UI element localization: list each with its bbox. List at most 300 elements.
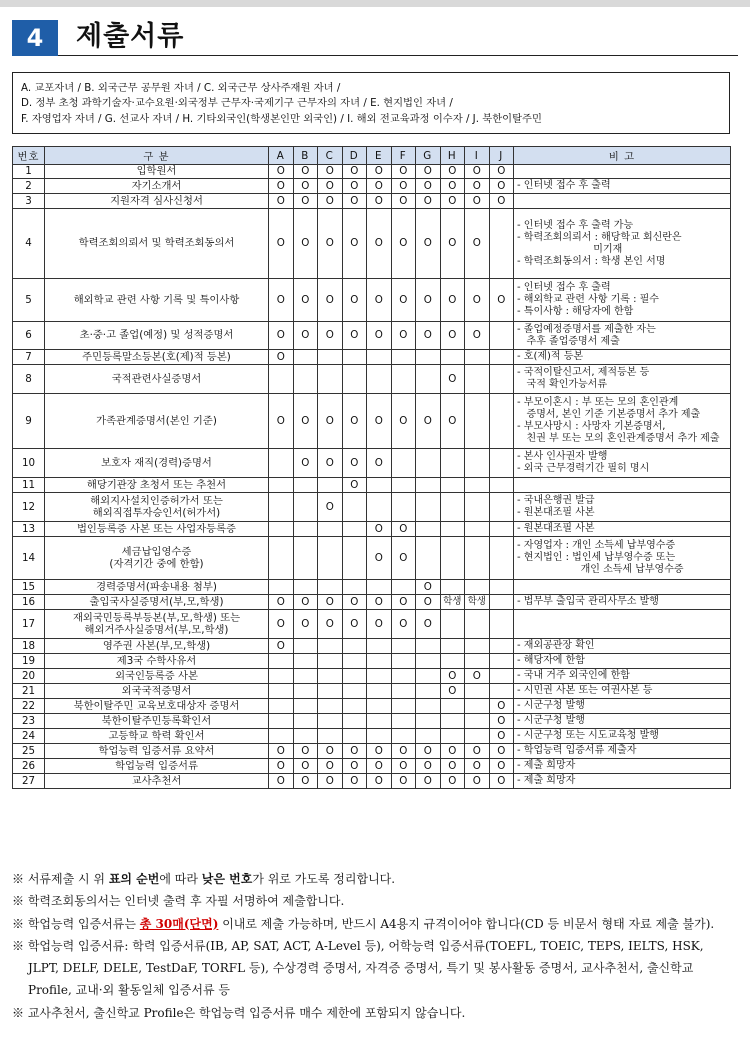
row-remark	[514, 478, 731, 493]
applicability-mark: O	[367, 394, 392, 449]
document-name: 국적관련사실증명서	[45, 365, 269, 394]
applicability-mark: O	[391, 279, 416, 322]
applicability-mark: O	[318, 322, 343, 350]
applicability-mark: O	[440, 759, 465, 774]
applicability-mark: O	[440, 365, 465, 394]
table-row	[13, 669, 731, 684]
note-exclusions: ※ 교사추천서, 출신학교 Profile은 학업능력 입증서류 매수 제한에 포함되지 않습니다.	[12, 1005, 466, 1020]
row-number: 7	[13, 350, 45, 365]
applicability-mark	[489, 322, 514, 350]
applicability-mark	[318, 669, 343, 684]
applicability-mark	[489, 654, 514, 669]
applicability-mark: O	[318, 449, 343, 478]
row-remark: - 국적이탈신고서, 제적등본 등 국적 확인가능서류	[514, 365, 731, 394]
document-name: 경력증명서(파송내용 첨부)	[45, 580, 269, 595]
column-header: E	[367, 147, 392, 165]
applicability-mark: O	[342, 194, 367, 209]
applicability-mark: O	[465, 774, 490, 789]
applicability-mark	[440, 729, 465, 744]
applicability-mark	[465, 714, 490, 729]
document-name: 보호자 재직(경력)증명서	[45, 449, 269, 478]
row-remark: - 해당자에 한함	[514, 654, 731, 669]
applicability-mark: O	[318, 279, 343, 322]
row-number: 13	[13, 522, 45, 537]
applicability-mark: O	[465, 279, 490, 322]
applicability-mark: O	[416, 744, 441, 759]
applicability-mark	[269, 537, 294, 580]
table-row	[13, 350, 731, 365]
document-name: 해외지사설치인증허가서 또는 해외직접투자승인서(허가서)	[45, 493, 269, 522]
applicability-mark: O	[293, 394, 318, 449]
applicability-mark	[465, 580, 490, 595]
applicability-mark	[391, 639, 416, 654]
table-row	[13, 729, 731, 744]
applicability-mark: O	[416, 209, 441, 279]
applicability-mark	[342, 580, 367, 595]
row-remark: - 제출 희망자	[514, 759, 731, 774]
document-name: 학업능력 입증서류 요약서	[45, 744, 269, 759]
document-name: 주민등록말소등본(호(제)적 등본)	[45, 350, 269, 365]
applicability-mark: O	[465, 759, 490, 774]
applicability-mark	[342, 684, 367, 699]
applicability-mark: O	[391, 322, 416, 350]
applicability-mark	[489, 580, 514, 595]
applicability-mark	[342, 639, 367, 654]
applicability-mark: O	[367, 610, 392, 639]
table-row	[13, 610, 731, 639]
applicability-mark	[465, 610, 490, 639]
applicability-mark	[391, 654, 416, 669]
document-name: 세금납입영수증 (자격기간 중에 한함)	[45, 537, 269, 580]
row-remark: - 학업능력 입증서류 제출자	[514, 744, 731, 759]
row-number: 8	[13, 365, 45, 394]
applicability-mark	[416, 654, 441, 669]
applicability-mark: O	[440, 684, 465, 699]
applicability-mark	[269, 729, 294, 744]
applicability-mark	[440, 350, 465, 365]
applicability-mark	[440, 714, 465, 729]
applicability-mark	[416, 537, 441, 580]
row-remark	[514, 580, 731, 595]
applicability-mark: O	[416, 179, 441, 194]
applicability-mark: O	[293, 194, 318, 209]
applicability-mark: O	[367, 165, 392, 179]
row-number: 21	[13, 684, 45, 699]
section-number: 4	[12, 20, 58, 56]
legend-line: A. 교포자녀 / B. 외국근무 공무원 자녀 / C. 외국근무 상사주재원 자녀 /	[21, 82, 341, 94]
document-name: 지원자격 심사신청서	[45, 194, 269, 209]
row-number: 24	[13, 729, 45, 744]
applicability-mark: O	[489, 279, 514, 322]
applicability-mark	[342, 493, 367, 522]
applicability-mark	[318, 654, 343, 669]
applicability-mark: O	[465, 209, 490, 279]
applicability-mark	[416, 729, 441, 744]
applicability-mark: O	[318, 165, 343, 179]
note-document-types: ※ 학업능력 입증서류: 학력 입증서류(IB, AP, SAT, ACT, A-Level 등), 어학능력 입증서류(TOEFL, TOEIC, TEPS, IELTS, HSK, JLPT, DELF, DELE, TestDaF, TORFL 등), 수상경력 증명서, 자격증 증명서, 특기 및 봉사활동 증명서, 교사추천서, 출신학교 Profile, 교내·외 활동일체 입증서류 등	[12, 938, 704, 998]
applicability-mark: O	[318, 595, 343, 610]
applicability-mark: O	[465, 194, 490, 209]
column-header: D	[342, 147, 367, 165]
applicant-type-legend	[12, 72, 730, 134]
applicability-mark	[489, 394, 514, 449]
applicability-mark	[293, 537, 318, 580]
applicability-mark	[440, 639, 465, 654]
applicability-mark: O	[293, 165, 318, 179]
applicability-mark	[269, 714, 294, 729]
applicability-mark: O	[342, 774, 367, 789]
applicability-mark	[416, 365, 441, 394]
applicability-mark: O	[293, 759, 318, 774]
applicability-mark	[416, 350, 441, 365]
applicability-mark	[367, 365, 392, 394]
applicability-mark	[489, 610, 514, 639]
column-header: I	[465, 147, 490, 165]
applicability-mark	[342, 714, 367, 729]
row-number: 15	[13, 580, 45, 595]
applicability-mark: O	[489, 714, 514, 729]
row-remark: - 부모이혼시 : 부 또는 모의 혼인관계 증명서, 본인 기준 기본증명서 추가 제출 - 부모사망시 : 사망자 기본증명서, 친권 부 또는 모의 혼인관계증명서 추가 제출	[514, 394, 731, 449]
table-row	[13, 595, 731, 610]
row-remark: - 시군구청 발행	[514, 699, 731, 714]
table-body	[13, 165, 731, 789]
applicability-mark	[416, 669, 441, 684]
applicability-mark	[293, 669, 318, 684]
row-number: 20	[13, 669, 45, 684]
column-header: F	[391, 147, 416, 165]
table-row	[13, 684, 731, 699]
applicability-mark	[489, 493, 514, 522]
table-row	[13, 699, 731, 714]
applicability-mark: O	[342, 478, 367, 493]
applicability-mark	[465, 699, 490, 714]
applicability-mark: O	[367, 279, 392, 322]
applicability-mark	[293, 714, 318, 729]
row-number: 10	[13, 449, 45, 478]
applicability-mark	[293, 365, 318, 394]
applicability-mark: O	[391, 179, 416, 194]
applicability-mark	[318, 580, 343, 595]
applicability-mark	[367, 478, 392, 493]
table-row	[13, 279, 731, 322]
applicability-mark: O	[269, 595, 294, 610]
applicability-mark	[293, 478, 318, 493]
applicability-mark: O	[318, 209, 343, 279]
applicability-mark: O	[391, 595, 416, 610]
applicability-mark	[269, 699, 294, 714]
applicability-mark: 학생	[440, 595, 465, 610]
row-number: 5	[13, 279, 45, 322]
applicability-mark	[391, 365, 416, 394]
legend-line: F. 자영업자 자녀 / G. 선교사 자녀 / H. 기타외국인(학생본인만 외국인) / I. 해외 전교육과정 이수자 / J. 북한이탈주민	[21, 112, 542, 125]
applicability-mark	[465, 729, 490, 744]
applicability-mark: O	[318, 194, 343, 209]
applicability-mark	[367, 654, 392, 669]
applicability-mark	[318, 350, 343, 365]
applicability-mark	[367, 684, 392, 699]
document-name: 외국국적증명서	[45, 684, 269, 699]
row-number: 3	[13, 194, 45, 209]
table-row	[13, 165, 731, 179]
applicability-mark	[318, 684, 343, 699]
applicability-mark	[465, 394, 490, 449]
applicability-mark	[416, 478, 441, 493]
row-remark: - 자영업자 : 개인 소득세 납부영수증 - 현지법인 : 법인세 납부영수증 또는 개인 소득세 납부영수증	[514, 537, 731, 580]
applicability-mark	[465, 537, 490, 580]
applicability-mark: O	[342, 165, 367, 179]
row-number: 26	[13, 759, 45, 774]
applicability-mark	[391, 350, 416, 365]
row-remark: - 인터넷 접수 후 출력	[514, 179, 731, 194]
document-name: 교사추천서	[45, 774, 269, 789]
applicability-mark	[416, 449, 441, 478]
applicability-mark	[318, 537, 343, 580]
applicability-mark: O	[293, 279, 318, 322]
applicability-mark: O	[342, 179, 367, 194]
applicability-mark	[489, 639, 514, 654]
row-remark: - 시군구청 발행	[514, 714, 731, 729]
row-remark: - 본사 인사권자 발행 - 외국 근무경력기간 필히 명시	[514, 449, 731, 478]
row-remark: - 재외공관장 확인	[514, 639, 731, 654]
applicability-mark: O	[391, 194, 416, 209]
applicability-mark: O	[391, 774, 416, 789]
applicability-mark	[465, 365, 490, 394]
applicability-mark	[391, 580, 416, 595]
row-remark: - 국내 거주 외국인에 한함	[514, 669, 731, 684]
applicability-mark: O	[391, 744, 416, 759]
applicability-mark	[367, 699, 392, 714]
row-remark	[514, 165, 731, 179]
row-remark: - 시군구청 또는 시도교육청 발행	[514, 729, 731, 744]
applicability-mark	[293, 654, 318, 669]
applicability-mark	[465, 684, 490, 699]
applicability-mark	[391, 493, 416, 522]
table-row	[13, 639, 731, 654]
applicability-mark	[489, 365, 514, 394]
applicability-mark	[465, 449, 490, 478]
applicability-mark	[367, 639, 392, 654]
applicability-mark: O	[342, 449, 367, 478]
applicability-mark	[318, 699, 343, 714]
applicability-mark	[342, 669, 367, 684]
applicability-mark	[342, 365, 367, 394]
applicability-mark	[269, 449, 294, 478]
applicability-mark: O	[269, 279, 294, 322]
applicability-mark	[367, 714, 392, 729]
applicability-mark: O	[269, 350, 294, 365]
table-row	[13, 365, 731, 394]
applicability-mark: O	[342, 595, 367, 610]
applicability-mark: O	[342, 279, 367, 322]
column-header: J	[489, 147, 514, 165]
applicability-mark: O	[269, 394, 294, 449]
applicability-mark: O	[293, 744, 318, 759]
applicability-mark: O	[342, 759, 367, 774]
applicability-mark: O	[367, 759, 392, 774]
applicability-mark	[269, 493, 294, 522]
applicability-mark	[342, 350, 367, 365]
table-row	[13, 493, 731, 522]
applicability-mark	[293, 684, 318, 699]
column-header: 구 분	[45, 147, 269, 165]
applicability-mark: O	[293, 595, 318, 610]
applicability-mark	[391, 699, 416, 714]
applicability-mark	[269, 478, 294, 493]
applicability-mark: O	[367, 774, 392, 789]
row-remark: - 인터넷 접수 후 출력 - 해외학교 관련 사항 기록 : 필수 - 특이사항 : 해당자에 한함	[514, 279, 731, 322]
applicability-mark: O	[318, 610, 343, 639]
table-row	[13, 209, 731, 279]
applicability-mark: O	[269, 759, 294, 774]
applicability-mark: O	[367, 449, 392, 478]
applicability-mark: O	[269, 744, 294, 759]
applicability-mark: O	[293, 610, 318, 639]
applicability-mark	[440, 493, 465, 522]
applicability-mark: 학생	[465, 595, 490, 610]
applicability-mark: O	[367, 194, 392, 209]
applicability-mark	[416, 493, 441, 522]
table-row	[13, 449, 731, 478]
row-number: 12	[13, 493, 45, 522]
applicability-mark: O	[465, 322, 490, 350]
row-number: 4	[13, 209, 45, 279]
applicability-mark: O	[440, 322, 465, 350]
document-name: 법인등록증 사본 또는 사업자등록증	[45, 522, 269, 537]
table-row	[13, 322, 731, 350]
table-row	[13, 179, 731, 194]
table-row	[13, 580, 731, 595]
applicability-mark	[391, 714, 416, 729]
applicability-mark: O	[440, 669, 465, 684]
top-bar	[0, 0, 750, 7]
column-header: G	[416, 147, 441, 165]
applicability-mark: O	[391, 394, 416, 449]
document-name: 영주권 사본(부,모,학생)	[45, 639, 269, 654]
column-header: 비 고	[514, 147, 731, 165]
row-remark: - 원본대조필 사본	[514, 522, 731, 537]
applicability-mark	[440, 699, 465, 714]
applicability-mark	[269, 522, 294, 537]
applicability-mark: O	[465, 669, 490, 684]
notes-section	[12, 868, 738, 1024]
note-page-limit: ※ 학업능력 입증서류는 총 30매(단면) 이내로 제출 가능하며, 반드시 A4용지 규격이어야 합니다(CD 등 비문서 형태 자료 제출 불가).	[12, 916, 715, 931]
applicability-mark: O	[489, 165, 514, 179]
column-header: B	[293, 147, 318, 165]
applicability-mark	[367, 729, 392, 744]
applicability-mark	[440, 522, 465, 537]
applicability-mark	[416, 522, 441, 537]
applicability-mark	[342, 537, 367, 580]
applicability-mark: O	[342, 394, 367, 449]
applicability-mark	[391, 478, 416, 493]
document-name: 외국인등록증 사본	[45, 669, 269, 684]
document-name: 가족관계증명서(본인 기준)	[45, 394, 269, 449]
applicability-mark: O	[440, 209, 465, 279]
row-number: 22	[13, 699, 45, 714]
applicability-mark	[367, 493, 392, 522]
applicability-mark: O	[391, 522, 416, 537]
applicability-mark	[440, 478, 465, 493]
row-remark: - 인터넷 접수 후 출력 가능 - 학력조회의뢰서 : 해당학교 회신란은 미기재 - 학력조회동의서 : 학생 본인 서명	[514, 209, 731, 279]
table-row	[13, 714, 731, 729]
applicability-mark	[293, 729, 318, 744]
table-header-row	[13, 147, 731, 165]
applicability-mark: O	[440, 774, 465, 789]
note-consent: ※ 학력조회동의서는 인터넷 출력 후 자필 서명하여 제출합니다.	[12, 894, 345, 909]
applicability-mark: O	[440, 179, 465, 194]
document-name: 학력조회의뢰서 및 학력조회동의서	[45, 209, 269, 279]
applicability-mark: O	[416, 165, 441, 179]
applicability-mark: O	[391, 537, 416, 580]
document-name: 입학원서	[45, 165, 269, 179]
applicability-mark: O	[293, 449, 318, 478]
applicability-mark: O	[416, 595, 441, 610]
document-name: 학업능력 입증서류	[45, 759, 269, 774]
row-remark: - 졸업예정증명서를 제출한 자는 추후 졸업증명서 제출	[514, 322, 731, 350]
row-remark: - 호(제)적 등본	[514, 350, 731, 365]
applicability-mark: O	[318, 759, 343, 774]
applicability-mark: O	[416, 322, 441, 350]
applicability-mark	[391, 684, 416, 699]
applicability-mark	[465, 654, 490, 669]
applicability-mark	[293, 493, 318, 522]
applicability-mark: O	[342, 209, 367, 279]
applicability-mark: O	[367, 744, 392, 759]
applicability-mark	[293, 639, 318, 654]
applicability-mark: O	[489, 699, 514, 714]
table-row	[13, 522, 731, 537]
applicability-mark	[342, 729, 367, 744]
applicability-mark: O	[489, 194, 514, 209]
document-name: 고등학교 학력 확인서	[45, 729, 269, 744]
applicability-mark: O	[269, 639, 294, 654]
applicability-mark	[318, 714, 343, 729]
applicability-mark	[465, 493, 490, 522]
document-name: 초·중·고 졸업(예정) 및 성적증명서	[45, 322, 269, 350]
applicability-mark: O	[342, 322, 367, 350]
applicability-mark	[342, 699, 367, 714]
applicability-mark	[269, 654, 294, 669]
applicability-mark	[489, 350, 514, 365]
applicability-mark: O	[318, 493, 343, 522]
applicability-mark: O	[440, 165, 465, 179]
row-remark	[514, 194, 731, 209]
column-header: 번호	[13, 147, 45, 165]
applicability-mark: O	[269, 610, 294, 639]
applicability-mark	[318, 365, 343, 394]
applicability-mark	[489, 595, 514, 610]
applicability-mark	[440, 580, 465, 595]
applicability-mark: O	[269, 194, 294, 209]
applicability-mark: O	[416, 610, 441, 639]
column-header: A	[269, 147, 294, 165]
row-number: 11	[13, 478, 45, 493]
applicability-mark: O	[269, 322, 294, 350]
applicability-mark: O	[367, 537, 392, 580]
applicability-mark: O	[367, 522, 392, 537]
applicability-mark: O	[489, 179, 514, 194]
applicability-mark: O	[269, 774, 294, 789]
applicability-mark	[465, 478, 490, 493]
applicability-mark	[489, 478, 514, 493]
applicability-mark: O	[293, 209, 318, 279]
document-name: 재외국민등록부등본(부,모,학생) 또는 해외거주사실증명서(부,모,학생)	[45, 610, 269, 639]
applicability-mark: O	[367, 209, 392, 279]
applicability-mark	[416, 699, 441, 714]
applicability-mark: O	[440, 744, 465, 759]
table-row	[13, 744, 731, 759]
applicability-mark: O	[318, 394, 343, 449]
